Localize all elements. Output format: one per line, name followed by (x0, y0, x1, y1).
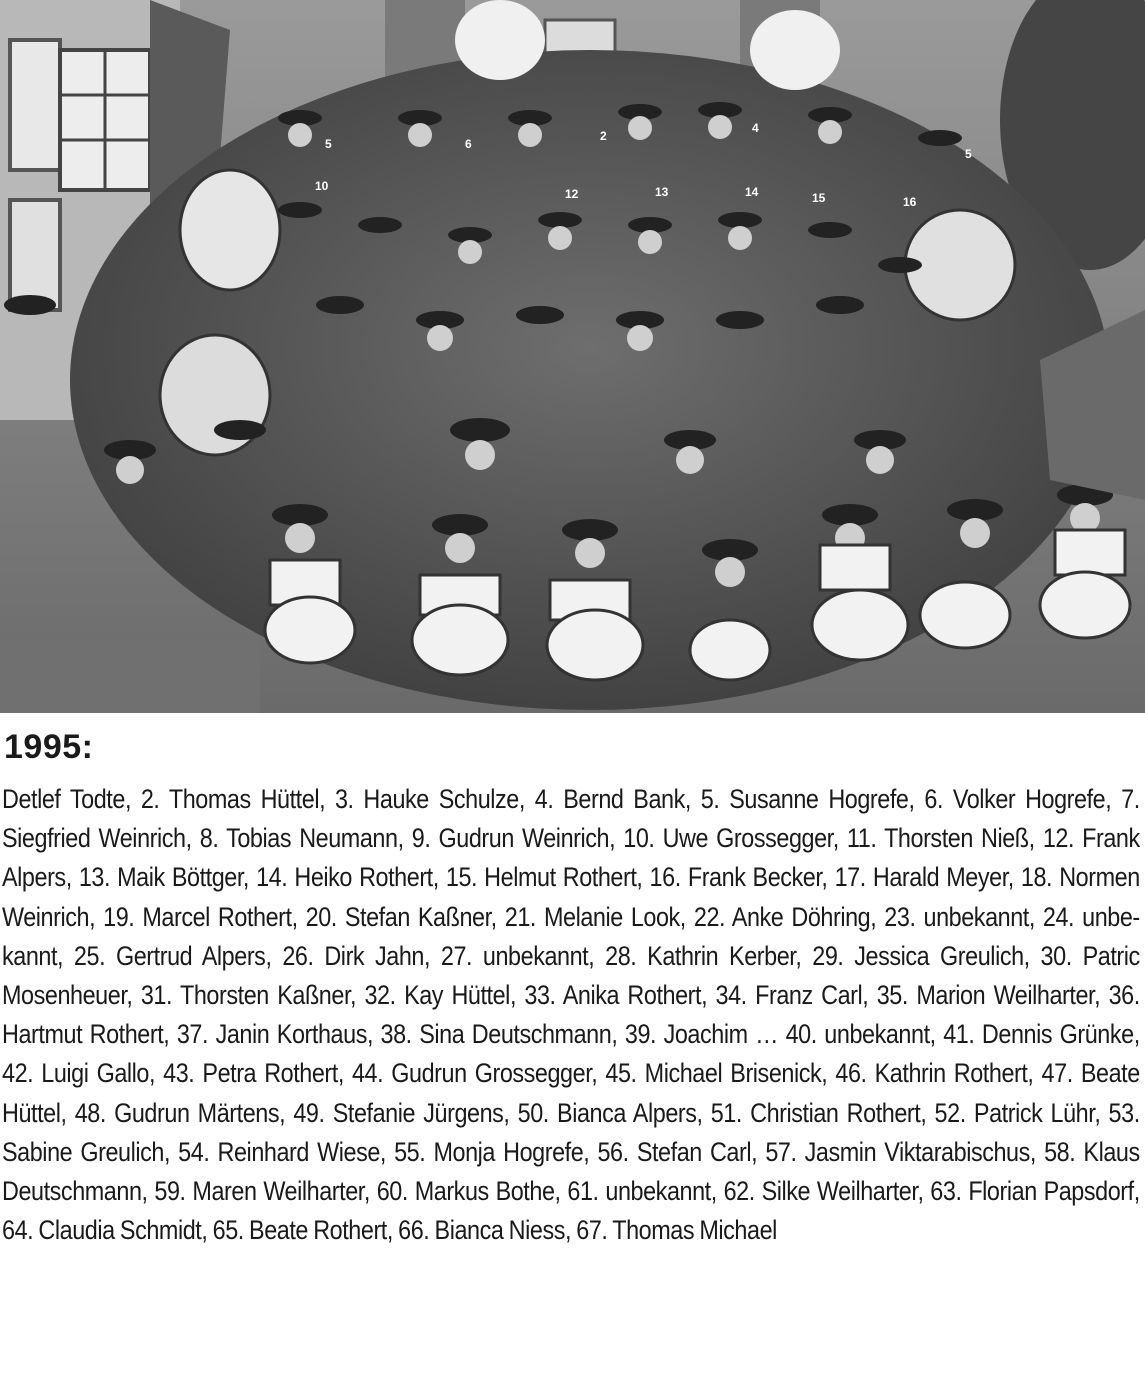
svg-text:6: 6 (465, 137, 472, 151)
svg-text:4: 4 (752, 121, 759, 135)
svg-text:15: 15 (812, 191, 826, 205)
year-heading: 1995: (4, 728, 94, 766)
svg-text:5: 5 (965, 147, 972, 161)
svg-text:2: 2 (600, 129, 607, 143)
svg-text:10: 10 (315, 179, 329, 193)
svg-text:5: 5 (325, 137, 332, 151)
caption-names-list: Detlef Todte, 2. Thomas Hüttel, 3. Hauke Schulze, 4. Bernd Bank, 5. Susanne Hogrefe, 6. Volker Hogrefe, 7. Siegfried Weinrich, 8. Tobias Neumann, 9. Gudrun Weinrich, 10. Uwe Grossegger, 11. Thorsten Nieß, 12. Frank Alpers, 13. Maik Böttger, 14. Heiko Rothert, 15. Helmut Rothert, 16. Frank Becker, 17. Harald Meyer, 18. Normen Weinrich, 19. Marcel Rothert, 20. Stefan Kaßner, 21. Melanie Look, 22. Anke Döhring, 23. unbekannt, 24. unbe-kannt, 25. Gertrud Alpers, 26. Dirk Jahn, 27. unbekannt, 28. Kathrin Kerber, 29. Jessica Greulich, 30. Patric Mosenheuer, 31. Thorsten Kaßner, 32. Kay Hüttel, 33. Anika Rothert, 34. Franz Carl, 35. Marion Weilharter, 36. Hartmut Rothert, 37. Janin Korthaus, 38. Sina Deutschmann, 39. Joachim … 40. unbekannt, 41. Dennis Grünke, 42. Luigi Gallo, 43. Petra Rothert, 44. Gudrun Grossegger, 45. Michael Brisenick, 46. Kathrin Rothert, 47. Beate Hüttel, 48. Gudrun Märtens, 49. Stefanie Jürgens, 50. Bianca Alpers, 51. Christian Rothert, 52. Patrick Lühr, 53. Sabine Greulich, 54. Reinhard Wiese, 55. Monja Hogrefe, 56. Stefan Carl, 57. Jasmin Viktarabischus, 58. Klaus Deutschmann, 59. Maren Weilharter, 60. Markus Bothe, 61. unbekannt, 62. Silke Weilharter, 63. Florian Papsdorf, 64. Claudia Schmidt, 65. Beate Rothert, 66. Bianca Niess, 67. Thomas Michael (2, 783, 1140, 1246)
svg-text:13: 13 (655, 185, 669, 199)
svg-text:14: 14 (745, 185, 759, 199)
svg-text:12: 12 (565, 187, 579, 201)
svg-text:16: 16 (903, 195, 917, 209)
